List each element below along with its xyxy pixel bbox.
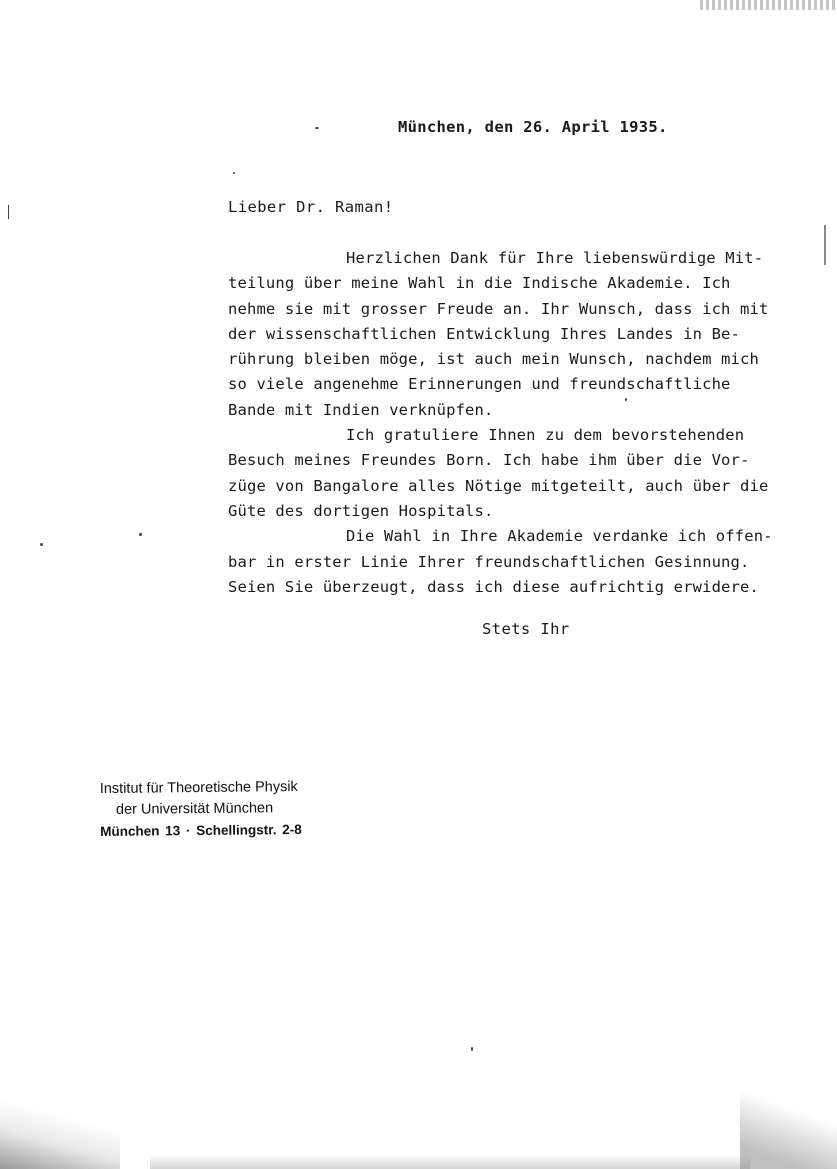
paragraph-2-line: Güte des dortigen Hospitals. — [228, 501, 494, 520]
salutation: Lieber Dr. Raman! — [228, 198, 394, 216]
stamp-line-address: München 13 · Schellingstr. 2-8 — [100, 821, 302, 840]
scan-edge-top — [700, 0, 837, 10]
stamp-line-institute: Institut für Theoretische Physik — [99, 778, 298, 798]
paragraph-1-line: nehme sie mit grosser Freude an. Ihr Wunsch, dass ich mit — [228, 299, 769, 318]
scan-edge-shadow — [740, 1090, 837, 1169]
scan-edge-shadow — [150, 1155, 750, 1169]
institute-stamp — [100, 777, 302, 842]
scan-edge-shadow — [0, 1100, 120, 1169]
paragraph-1-line: Herzlichen Dank für Ihre liebenswürdige Mit- — [346, 249, 764, 267]
scan-speck — [625, 398, 627, 401]
scan-speck — [139, 533, 142, 536]
scan-speck — [471, 1047, 473, 1051]
letter-body — [228, 246, 818, 600]
paragraph-3-line: bar in erster Linie Ihrer freundschaftlichen Gesinnung. — [228, 552, 750, 571]
scan-edge-mark — [824, 225, 826, 265]
paragraph-1-line: teilung über meine Wahl in die Indische Akademie. Ich — [228, 274, 731, 293]
stamp-line-university: der Universität München — [115, 800, 274, 818]
paragraph-3-line: Die Wahl in Ihre Akademie verdanke ich offen- — [346, 527, 773, 546]
paragraph-3-line: Seien Sie überzeugt, dass ich diese aufrichtig erwidere. — [228, 577, 759, 596]
scan-speck — [8, 205, 9, 219]
paragraph-2-line: züge von Bangalore alles Nötige mitgeteilt, auch über die — [228, 476, 769, 495]
paragraph-1-line: so viele angenehme Erinnerungen und freundschaftliche — [228, 375, 731, 394]
scan-speck — [233, 172, 235, 174]
paragraph-2-line: Besuch meines Freundes Born. Ich habe ihm über die Vor- — [228, 451, 750, 470]
paragraph-1-line: rührung bleiben möge, ist auch mein Wunsch, nachdem mich — [228, 350, 759, 369]
scan-speck — [315, 127, 319, 129]
scan-speck — [40, 543, 43, 546]
dateline: München, den 26. April 1935. — [398, 118, 668, 136]
paragraph-2-line: Ich gratuliere Ihnen zu dem bevorstehenden — [346, 426, 745, 445]
paragraph-1-line: der wissenschaftlichen Entwicklung Ihres Landes in Be- — [228, 324, 741, 343]
paragraph-1-line: Bande mit Indien verknüpfen. — [228, 400, 494, 419]
closing: Stets Ihr — [482, 620, 570, 638]
